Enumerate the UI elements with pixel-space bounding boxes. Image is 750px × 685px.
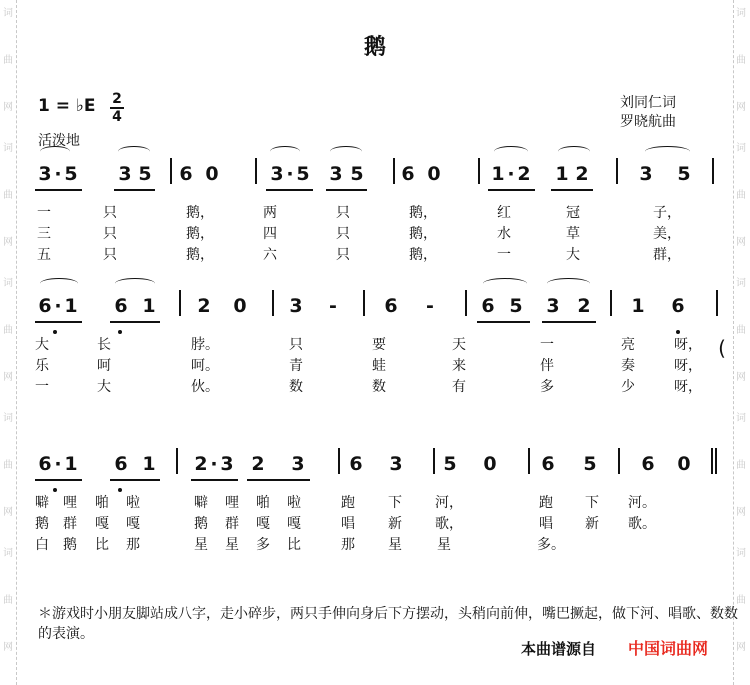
note: · bbox=[210, 453, 218, 475]
lyric-word: 天 bbox=[452, 337, 466, 353]
lyricist: 刘同仁词 bbox=[620, 95, 676, 111]
beam-underline bbox=[110, 321, 160, 323]
note: 3 bbox=[220, 453, 234, 475]
note: 3 bbox=[38, 163, 52, 185]
watermark-char: 网 bbox=[3, 642, 13, 653]
lyric-word: 群， bbox=[653, 247, 681, 263]
slur bbox=[645, 146, 690, 157]
lyric-word: 乐 bbox=[35, 358, 49, 374]
lyric-word: 只 bbox=[336, 247, 350, 263]
lyric-word: 亮 bbox=[621, 337, 635, 353]
lyric-word: 啦 bbox=[126, 495, 140, 511]
lyric-word: 大 bbox=[566, 247, 580, 263]
time-bottom: 4 bbox=[112, 109, 122, 125]
lyric-word: 只 bbox=[103, 247, 117, 263]
beam-underline bbox=[35, 321, 82, 323]
lyric-word: 多。 bbox=[537, 537, 565, 553]
note: 6 bbox=[671, 295, 685, 317]
lyric-word: 只 bbox=[103, 205, 117, 221]
watermark-char: 网 bbox=[736, 642, 746, 653]
lyric-word: 河。 bbox=[628, 495, 656, 511]
lyric-word: 鹅 bbox=[35, 516, 49, 532]
bar-line bbox=[433, 448, 435, 474]
lyric-word: 群 bbox=[225, 516, 239, 532]
lyric-word: 鹅， bbox=[186, 226, 214, 242]
low-octave-dot bbox=[53, 488, 57, 492]
beam-underline bbox=[266, 189, 313, 191]
note: 3 bbox=[270, 163, 284, 185]
lyric-word: 呵。 bbox=[191, 358, 219, 374]
bar-line bbox=[363, 290, 365, 316]
note: 3 bbox=[291, 453, 305, 475]
bar-line bbox=[272, 290, 274, 316]
note: · bbox=[286, 163, 294, 185]
slur bbox=[330, 146, 362, 157]
watermark-char: 曲 bbox=[3, 190, 13, 201]
lyric-word: 歌， bbox=[435, 516, 463, 532]
bar-line bbox=[393, 158, 395, 184]
lyric-word: 子， bbox=[653, 205, 681, 221]
watermark-char: 词 bbox=[3, 278, 13, 289]
beam-underline bbox=[114, 189, 155, 191]
watermark-char: 词 bbox=[3, 143, 13, 154]
watermark-char: 曲 bbox=[3, 460, 13, 471]
note: 0 bbox=[233, 295, 247, 317]
lyric-word: 水 bbox=[497, 226, 511, 242]
note: 3 bbox=[329, 163, 343, 185]
lyric-word: 伙。 bbox=[191, 379, 219, 395]
lyric-word: 一 bbox=[35, 379, 49, 395]
bar-line bbox=[711, 448, 713, 474]
watermark-char: 词 bbox=[736, 8, 746, 19]
note: 6 bbox=[38, 453, 52, 475]
watermark-char: 网 bbox=[3, 507, 13, 518]
lyric-word: 那 bbox=[126, 537, 140, 553]
beam-underline bbox=[247, 479, 310, 481]
lyric-word: 新 bbox=[388, 516, 402, 532]
lyric-word: 红 bbox=[497, 205, 511, 221]
lyric-word: 青 bbox=[289, 358, 303, 374]
note: 5 bbox=[64, 163, 78, 185]
lyric-word: 嘎 bbox=[95, 516, 109, 532]
lyric-word: 鹅， bbox=[186, 205, 214, 221]
lyric-word: 啦 bbox=[287, 495, 301, 511]
note: 0 bbox=[427, 163, 441, 185]
lyric-word: 新 bbox=[585, 516, 599, 532]
lyric-word: 星 bbox=[437, 537, 451, 553]
lyric-word: 啪 bbox=[95, 495, 109, 511]
note: 1 bbox=[64, 295, 78, 317]
composer: 罗晓航曲 bbox=[620, 114, 676, 130]
credits bbox=[620, 94, 676, 132]
lyric-word: 唱 bbox=[341, 516, 355, 532]
lyric-word: 伴 bbox=[540, 358, 554, 374]
note: · bbox=[54, 163, 62, 185]
note: 1 bbox=[64, 453, 78, 475]
note: - bbox=[329, 295, 337, 317]
note: · bbox=[507, 163, 515, 185]
note: 6 bbox=[114, 295, 128, 317]
bar-line bbox=[179, 290, 181, 316]
bar-line bbox=[616, 158, 618, 184]
slur bbox=[547, 278, 590, 289]
footnote: ＊游戏时小朋友脚站成八字，走小碎步，两只手伸向身后下方摆动，头稍向前伸，嘴巴撅起，做下河、唱歌、数数的表演。 bbox=[38, 606, 738, 642]
watermark-char: 曲 bbox=[3, 595, 13, 606]
watermark-char: 网 bbox=[736, 372, 746, 383]
lyric-word: 下 bbox=[388, 495, 402, 511]
beam-underline bbox=[191, 479, 238, 481]
note: 5 bbox=[677, 163, 691, 185]
note: 0 bbox=[205, 163, 219, 185]
time-signature bbox=[110, 92, 124, 124]
beam-underline bbox=[35, 189, 82, 191]
tempo-marking: 活泼地 bbox=[38, 133, 80, 149]
note: 0 bbox=[677, 453, 691, 475]
lyric-paren: ( bbox=[718, 336, 726, 360]
note: 3 bbox=[118, 163, 132, 185]
lyric-word: 只 bbox=[103, 226, 117, 242]
lyric-word: 呀， bbox=[674, 337, 702, 353]
lyric-word: 鹅， bbox=[186, 247, 214, 263]
lyric-word: 跑 bbox=[341, 495, 355, 511]
lyric-word: 五 bbox=[37, 247, 51, 263]
note: 2 bbox=[197, 295, 211, 317]
slur bbox=[40, 278, 78, 289]
watermark-char: 曲 bbox=[3, 325, 13, 336]
note: 2 bbox=[517, 163, 531, 185]
lyric-word: 白 bbox=[35, 537, 49, 553]
watermark-char: 网 bbox=[736, 507, 746, 518]
bar-line bbox=[610, 290, 612, 316]
lyric-word: 星 bbox=[225, 537, 239, 553]
lyric-word: 美， bbox=[653, 226, 681, 242]
beam-underline bbox=[488, 189, 535, 191]
key-signature: 1 = ♭E bbox=[38, 96, 96, 116]
beam-underline bbox=[551, 189, 593, 191]
slur bbox=[494, 146, 528, 157]
lyric-word: 嘎 bbox=[287, 516, 301, 532]
bar-line bbox=[465, 290, 467, 316]
note: 1 bbox=[142, 295, 156, 317]
lyric-word: 一 bbox=[540, 337, 554, 353]
watermark-char: 词 bbox=[736, 548, 746, 559]
watermark-char: 曲 bbox=[3, 55, 13, 66]
bar-line bbox=[338, 448, 340, 474]
lyric-word: 河， bbox=[435, 495, 463, 511]
low-octave-dot bbox=[118, 488, 122, 492]
note: 5 bbox=[509, 295, 523, 317]
lyric-word: 鹅 bbox=[194, 516, 208, 532]
lyric-word: 多 bbox=[540, 379, 554, 395]
note: 5 bbox=[350, 163, 364, 185]
watermark-char: 曲 bbox=[736, 460, 746, 471]
lyric-word: 嘎 bbox=[126, 516, 140, 532]
lyric-word: 只 bbox=[336, 205, 350, 221]
watermark-char: 词 bbox=[3, 548, 13, 559]
lyric-word: 呵 bbox=[97, 358, 111, 374]
lyric-word: 唱 bbox=[539, 516, 553, 532]
note: 5 bbox=[583, 453, 597, 475]
note: · bbox=[54, 295, 62, 317]
bar-line bbox=[716, 290, 718, 316]
lyric-word: 呀， bbox=[674, 379, 702, 395]
bar-line bbox=[255, 158, 257, 184]
watermark-char: 曲 bbox=[736, 595, 746, 606]
lyric-word: 奏 bbox=[621, 358, 635, 374]
note: 6 bbox=[384, 295, 398, 317]
lyric-word: 呀， bbox=[674, 358, 702, 374]
note: 6 bbox=[541, 453, 555, 475]
lyric-word: 要 bbox=[372, 337, 386, 353]
note: 6 bbox=[179, 163, 193, 185]
lyric-word: 哩 bbox=[225, 495, 239, 511]
note: · bbox=[54, 453, 62, 475]
slur bbox=[558, 146, 590, 157]
watermark-char: 网 bbox=[3, 102, 13, 113]
lyric-word: 哩 bbox=[63, 495, 77, 511]
lyric-word: 群 bbox=[63, 516, 77, 532]
lyric-word: 冠 bbox=[566, 205, 580, 221]
watermark-char: 词 bbox=[736, 413, 746, 424]
note: 2 bbox=[575, 163, 589, 185]
lyric-word: 啪 bbox=[256, 495, 270, 511]
lyric-word: 只 bbox=[336, 226, 350, 242]
note: 1 bbox=[555, 163, 569, 185]
beam-underline bbox=[542, 321, 596, 323]
lyric-word: 多 bbox=[256, 537, 270, 553]
lyric-word: 四 bbox=[263, 226, 277, 242]
bar-line bbox=[618, 448, 620, 474]
lyric-word: 两 bbox=[263, 205, 277, 221]
note: 1 bbox=[631, 295, 645, 317]
lyric-word: 那 bbox=[341, 537, 355, 553]
watermark-char: 词 bbox=[736, 143, 746, 154]
slur bbox=[115, 278, 155, 289]
lyric-word: 数 bbox=[289, 379, 303, 395]
watermark-char: 词 bbox=[3, 413, 13, 424]
lyric-word: 六 bbox=[263, 247, 277, 263]
slur bbox=[40, 146, 70, 157]
lyric-word: 星 bbox=[194, 537, 208, 553]
watermark-char: 网 bbox=[736, 237, 746, 248]
watermark-char: 曲 bbox=[736, 190, 746, 201]
note: 2 bbox=[194, 453, 208, 475]
note: 6 bbox=[401, 163, 415, 185]
time-top: 2 bbox=[112, 91, 122, 107]
note: 6 bbox=[481, 295, 495, 317]
lyric-word: 数 bbox=[372, 379, 386, 395]
note: 2 bbox=[577, 295, 591, 317]
note: 5 bbox=[138, 163, 152, 185]
slur bbox=[270, 146, 300, 157]
lyric-word: 大 bbox=[35, 337, 49, 353]
note: 2 bbox=[251, 453, 265, 475]
lyric-word: 大 bbox=[97, 379, 111, 395]
low-octave-dot bbox=[118, 330, 122, 334]
lyric-word: 鹅， bbox=[409, 226, 437, 242]
bar-line bbox=[528, 448, 530, 474]
watermark-char: 词 bbox=[3, 8, 13, 19]
beam-underline bbox=[35, 479, 82, 481]
note: 1 bbox=[142, 453, 156, 475]
lyric-word: 来 bbox=[452, 358, 466, 374]
note: - bbox=[426, 295, 434, 317]
bar-line bbox=[478, 158, 480, 184]
lyric-word: 噼 bbox=[194, 495, 208, 511]
slur bbox=[483, 278, 527, 289]
note: 3 bbox=[639, 163, 653, 185]
lyric-word: 嘎 bbox=[256, 516, 270, 532]
bar-line bbox=[712, 158, 714, 184]
note: 3 bbox=[289, 295, 303, 317]
watermark-char: 曲 bbox=[736, 55, 746, 66]
note: 6 bbox=[349, 453, 363, 475]
lyric-word: 少 bbox=[621, 379, 635, 395]
bar-line bbox=[176, 448, 178, 474]
lyric-word: 长 bbox=[97, 337, 111, 353]
lyric-word: 只 bbox=[289, 337, 303, 353]
song-title: 鹅 bbox=[363, 35, 386, 60]
note: 6 bbox=[641, 453, 655, 475]
note: 5 bbox=[296, 163, 310, 185]
watermark-char: 曲 bbox=[736, 325, 746, 336]
watermark-char: 词 bbox=[736, 278, 746, 289]
note: 1 bbox=[491, 163, 505, 185]
lyric-word: 鹅， bbox=[409, 205, 437, 221]
lyric-word: 鹅， bbox=[409, 247, 437, 263]
watermark-char: 网 bbox=[736, 102, 746, 113]
lyric-word: 一 bbox=[37, 205, 51, 221]
watermark-char: 网 bbox=[3, 237, 13, 248]
lyric-word: 噼 bbox=[35, 495, 49, 511]
lyric-word: 一 bbox=[497, 247, 511, 263]
lyric-word: 星 bbox=[388, 537, 402, 553]
slur bbox=[118, 146, 150, 157]
lyric-word: 三 bbox=[37, 226, 51, 242]
lyric-word: 脖。 bbox=[191, 337, 219, 353]
lyric-word: 比 bbox=[95, 537, 109, 553]
bar-line bbox=[715, 448, 717, 474]
lyric-word: 歌。 bbox=[628, 516, 656, 532]
beam-underline bbox=[326, 189, 367, 191]
watermark-char: 网 bbox=[3, 372, 13, 383]
note: 6 bbox=[114, 453, 128, 475]
note: 3 bbox=[389, 453, 403, 475]
lyric-word: 鹅 bbox=[63, 537, 77, 553]
note: 3 bbox=[546, 295, 560, 317]
lyric-word: 下 bbox=[585, 495, 599, 511]
lyric-word: 蛙 bbox=[372, 358, 386, 374]
beam-underline bbox=[110, 479, 160, 481]
lyric-word: 跑 bbox=[539, 495, 553, 511]
beam-underline bbox=[477, 321, 530, 323]
note: 6 bbox=[38, 295, 52, 317]
lyric-word: 比 bbox=[287, 537, 301, 553]
note: 5 bbox=[443, 453, 457, 475]
lyric-word: 有 bbox=[452, 379, 466, 395]
lyric-word: 草 bbox=[566, 226, 580, 242]
source-label: 本曲谱源自 bbox=[521, 640, 597, 658]
bar-line bbox=[170, 158, 172, 184]
site-name[interactable]: 中国词曲网 bbox=[628, 639, 709, 658]
low-octave-dot bbox=[53, 330, 57, 334]
note: 0 bbox=[483, 453, 497, 475]
